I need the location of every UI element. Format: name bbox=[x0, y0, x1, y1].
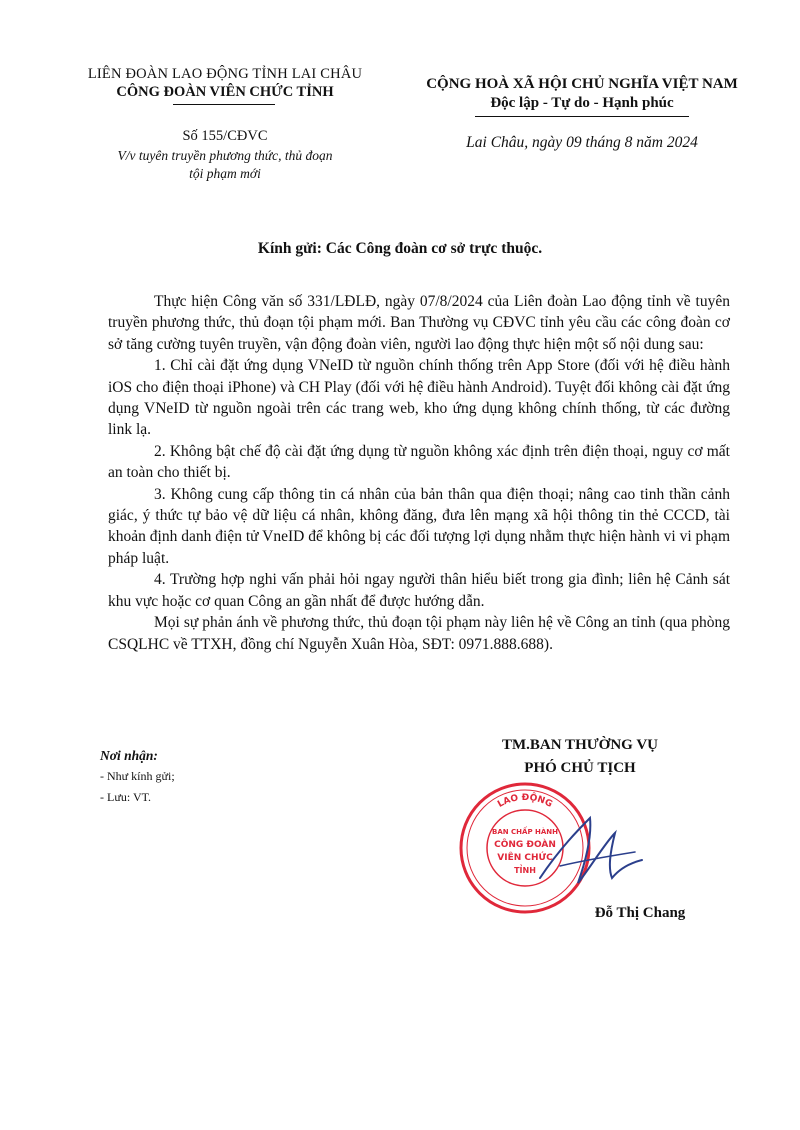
nation-title: CỘNG HOÀ XÃ HỘI CHỦ NGHĨA VIỆT NAM bbox=[426, 76, 738, 92]
receiver-item: - Như kính gửi; bbox=[100, 769, 175, 783]
doc-subject-line1: V/v tuyên truyền phương thức, thủ đoạn bbox=[117, 148, 333, 163]
stamp-line-3: VIÊN CHỨC bbox=[497, 853, 553, 863]
doc-subject-line2: tội phạm mới bbox=[189, 166, 261, 181]
body-closing: Mọi sự phản ánh về phương thức, thủ đoạn tội phạm này liên hệ về Công an tỉnh (qua phòng CSQLHC về TTXH, đồng chí Nguyễn Xuân Hòa, SĐT: 0971.888.688). bbox=[108, 614, 730, 653]
body-item-3: 3. Không cung cấp thông tin cá nhân của bản thân qua điện thoại; nâng cao tinh thần cảnh giác, ý thức tự bảo vệ dữ liệu cá nhân, không đăng, đưa lên mạng xã hội thông tin thẻ CCCD, tài khoản định danh điện tử VneID để không bị các đối tượng lợi dụng nhằm thực hiện hành vi vi phạm pháp luật. bbox=[108, 485, 730, 567]
stamp-line-2: CÔNG ĐOÀN bbox=[494, 840, 556, 850]
receiver-item: - Lưu: VT. bbox=[100, 790, 152, 804]
doc-number: Số 155/CĐVC bbox=[182, 128, 268, 144]
handwritten-signature-icon bbox=[530, 808, 650, 898]
motto: Độc lập - Tự do - Hạnh phúc bbox=[490, 95, 674, 111]
body-item-2: 2. Không bật chế độ cài đặt ứng dụng từ nguồn không xác định trên điện thoại, nguy cơ mất an toàn cho thiết bị. bbox=[108, 442, 730, 482]
recipient-line: Kính gửi: Các Công đoàn cơ sở trực thuộc. bbox=[257, 240, 543, 257]
body-item-4: 4. Trường hợp nghi vấn phải hỏi ngay người thân hiểu biết trong gia đình; liên hệ Cảnh sát khu vực hoặc cơ quan Công an gần nhất để được hướng dẫn. bbox=[108, 571, 730, 610]
stamp-arc-text: LAO ĐỘNG bbox=[496, 792, 554, 810]
org-underline bbox=[173, 104, 275, 105]
motto-underline bbox=[475, 116, 689, 117]
body-item-1: 1. Chỉ cài đặt ứng dụng VNeID từ nguồn chính thống trên App Store (đối với hệ điều hành iOS cho điện thoại iPhone) và CH Play (đối với hệ điều hành Android). Tuyệt đối không cài đặt ứng dụng VNeID từ nguồn ngoài trên các trang web, kho ứng dụng không chính thống, từ các đường link lạ. bbox=[108, 357, 730, 439]
signer-name: Đỗ Thị Chang bbox=[594, 905, 686, 921]
signature-position: PHÓ CHỦ TỊCH bbox=[524, 760, 636, 776]
receivers-title: Nơi nhận: bbox=[100, 748, 158, 763]
document-body bbox=[108, 291, 730, 655]
body-intro: Thực hiện Công văn số 331/LĐLĐ, ngày 07/8/2024 của Liên đoàn Lao động tỉnh về tuyên truyền phương thức, thủ đoạn tội phạm mới. Ban Thường vụ CĐVC tỉnh yêu cầu các công đoàn cơ sở tăng cường tuyên truyền, vận động đoàn viên, người lao động thực hiện một số nội dung sau: bbox=[108, 293, 730, 353]
org-name: CÔNG ĐOÀN VIÊN CHỨC TỈNH bbox=[116, 84, 334, 100]
stamp-line-1: BAN CHẤP HÀNH bbox=[491, 828, 559, 836]
date-line: Lai Châu, ngày 09 tháng 8 năm 2024 bbox=[466, 134, 698, 151]
org-parent-name: LIÊN ĐOÀN LAO ĐỘNG TỈNH LAI CHÂU bbox=[87, 66, 363, 82]
stamp-line-4: TỈNH bbox=[514, 866, 536, 875]
signature-title: TM.BAN THƯỜNG VỤ bbox=[502, 737, 658, 753]
